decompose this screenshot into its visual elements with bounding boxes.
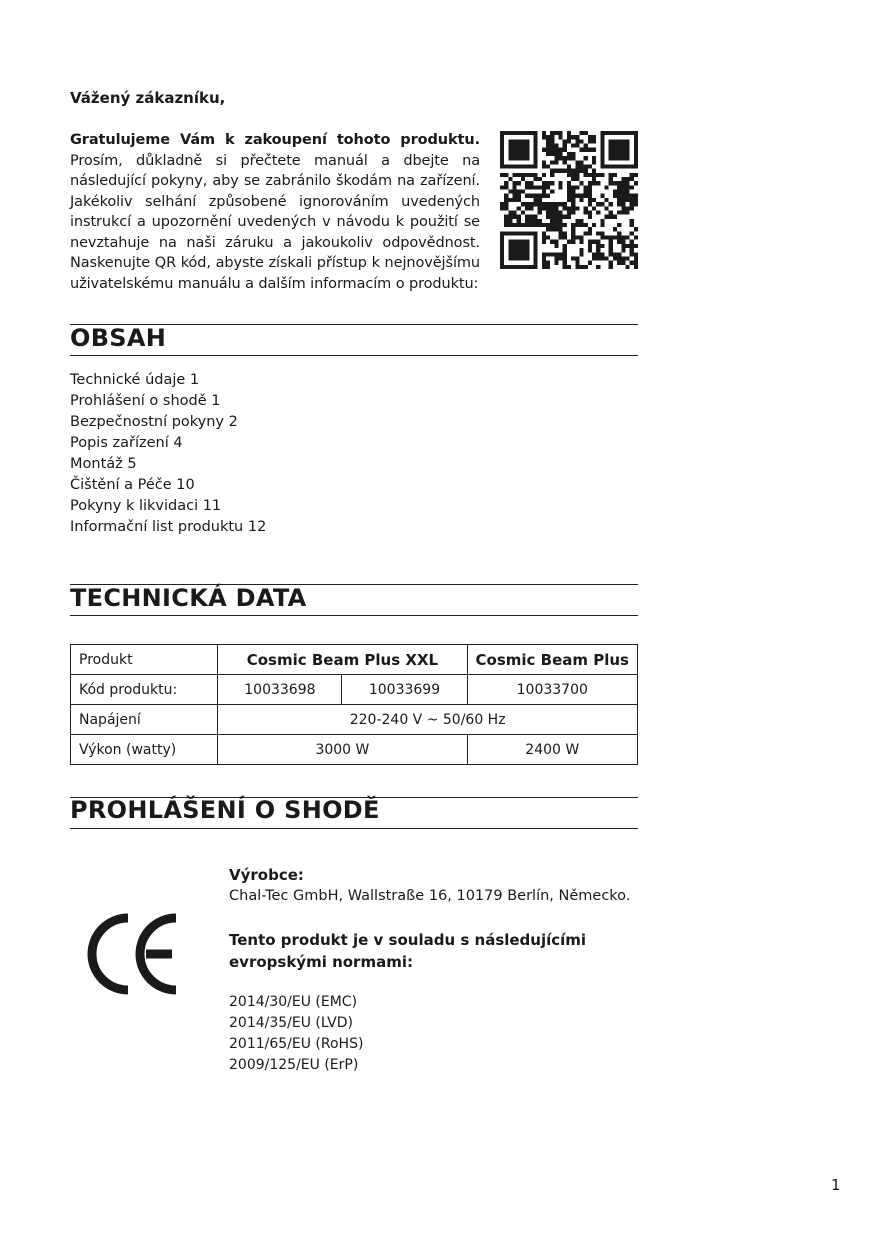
row-label-power: Výkon (watty) xyxy=(71,735,218,765)
standard-item: 2014/30/EU (EMC) xyxy=(229,994,358,1010)
tech-title: TECHNICKÁ DATA xyxy=(70,584,307,612)
manufacturer-label: Výrobce: xyxy=(229,866,304,884)
model-xxl: Cosmic Beam Plus XXL xyxy=(218,645,467,675)
power-plus-value: 2400 W xyxy=(467,735,637,765)
model-plus: Cosmic Beam Plus xyxy=(467,645,637,675)
conformity-statement xyxy=(229,929,589,973)
tech-data-table xyxy=(70,644,638,765)
tech-rule-bottom xyxy=(70,615,638,616)
conformity-line: evropskými normami: xyxy=(229,953,413,971)
table-row xyxy=(71,675,638,705)
row-label-code: Kód produktu: xyxy=(71,675,218,705)
standard-item: 2011/65/EU (RoHS) xyxy=(229,1036,364,1052)
product-code: 10033700 xyxy=(467,675,637,705)
power-supply-value: 220-240 V ~ 50/60 Hz xyxy=(218,705,638,735)
table-row xyxy=(71,705,638,735)
standard-item: 2009/125/EU (ErP) xyxy=(229,1057,359,1073)
greeting: Vážený zákazníku, xyxy=(70,89,226,107)
toc-item[interactable]: Čištění a Péče 10 xyxy=(70,477,195,493)
standard-item: 2014/35/EU (LVD) xyxy=(229,1015,353,1031)
power-xxl-value: 3000 W xyxy=(218,735,467,765)
table-of-contents xyxy=(70,370,266,538)
toc-item[interactable]: Popis zařízení 4 xyxy=(70,435,183,451)
toc-item[interactable]: Technické údaje 1 xyxy=(70,372,200,388)
conformity-title: PROHLÁŠENÍ O SHODĚ xyxy=(70,796,380,824)
toc-item[interactable]: Pokyny k likvidaci 11 xyxy=(70,498,222,514)
contents-rule-bottom xyxy=(70,355,638,356)
intro-bold: Gratulujeme Vám k zakoupení tohoto produktu. xyxy=(70,132,480,148)
conformity-rule-bottom xyxy=(70,828,638,829)
toc-item[interactable]: Bezpečnostní pokyny 2 xyxy=(70,414,238,430)
ce-mark-icon xyxy=(84,908,180,1000)
toc-item[interactable]: Prohlášení o shodě 1 xyxy=(70,393,221,409)
manufacturer-address: Chal-Tec GmbH, Wallstraße 16, 10179 Berlín, Německo. xyxy=(229,888,631,904)
table-row xyxy=(71,645,638,675)
row-label-power-supply: Napájení xyxy=(71,705,218,735)
contents-title: OBSAH xyxy=(70,324,167,352)
toc-item[interactable]: Montáž 5 xyxy=(70,456,137,472)
page-number: 1 xyxy=(831,1176,841,1194)
intro-text: Prosím, důkladně si přečtete manuál a dbejte na následující pokyny, aby se zabránilo škodám na zařízení. Jakékoliv selhání způsobené ignorováním uvedených instrukcí a upozornění uvedených v návodu k použití se nevztahuje na naši záruku a jakoukoliv odpovědnost. Naskenujte QR kód, abyste získali přístup k nejnovějšímu uživatelskému manuálu a dalším informacím o produktu: xyxy=(70,152,480,292)
qr-code-icon xyxy=(500,131,638,269)
table-row xyxy=(71,735,638,765)
row-label-product: Produkt xyxy=(71,645,218,675)
standards-list xyxy=(229,992,363,1076)
intro-paragraph xyxy=(70,130,480,294)
product-code: 10033698 xyxy=(218,675,342,705)
product-code: 10033699 xyxy=(342,675,467,705)
conformity-line: Tento produkt je v souladu s následujícími xyxy=(229,931,587,949)
toc-item[interactable]: Informační list produktu 12 xyxy=(70,519,267,535)
